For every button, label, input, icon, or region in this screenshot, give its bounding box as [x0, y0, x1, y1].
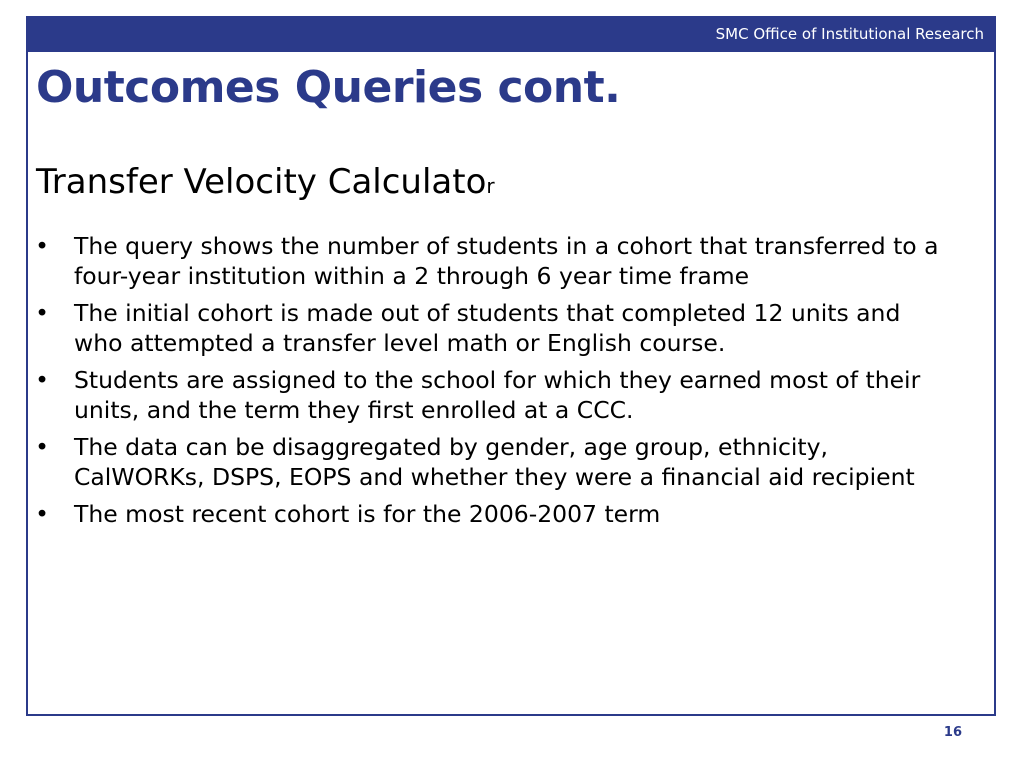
bullet-text: The most recent cohort is for the 2006-2007 term	[74, 500, 661, 528]
subtitle-tail: r	[486, 174, 495, 198]
bullet-dot: •	[35, 433, 49, 461]
bullet-item	[32, 231, 952, 291]
subtitle-main: Transfer Velocity Calculato	[36, 162, 487, 202]
bullet-dot: •	[35, 500, 49, 528]
bullet-dot: •	[35, 299, 49, 327]
page-number: 16	[943, 725, 962, 740]
slide-subtitle	[36, 162, 495, 202]
bullet-item	[32, 499, 952, 529]
header-bar	[28, 18, 994, 52]
bullet-text: Students are assigned to the school for which they earned most of their units, and the term they first enrolled at a CCC.	[74, 366, 921, 424]
bullet-list	[32, 231, 952, 536]
slide-title: Outcomes Queries cont.	[36, 62, 621, 113]
bullet-item	[32, 298, 952, 358]
bullet-text: The initial cohort is made out of students that completed 12 units and who attempted a transfer level math or English course.	[74, 299, 901, 357]
org-name: SMC Office of Institutional Research	[715, 25, 984, 43]
bullet-text: The query shows the number of students in a cohort that transferred to a four-year institution within a 2 through 6 year time frame	[74, 232, 939, 290]
bullet-text: The data can be disaggregated by gender, age group, ethnicity, CalWORKs, DSPS, EOPS and whether they were a financial aid recipient	[74, 433, 915, 491]
bullet-dot: •	[35, 232, 49, 260]
bullet-dot: •	[35, 366, 49, 394]
bullet-item	[32, 365, 952, 425]
bullet-item	[32, 432, 952, 492]
